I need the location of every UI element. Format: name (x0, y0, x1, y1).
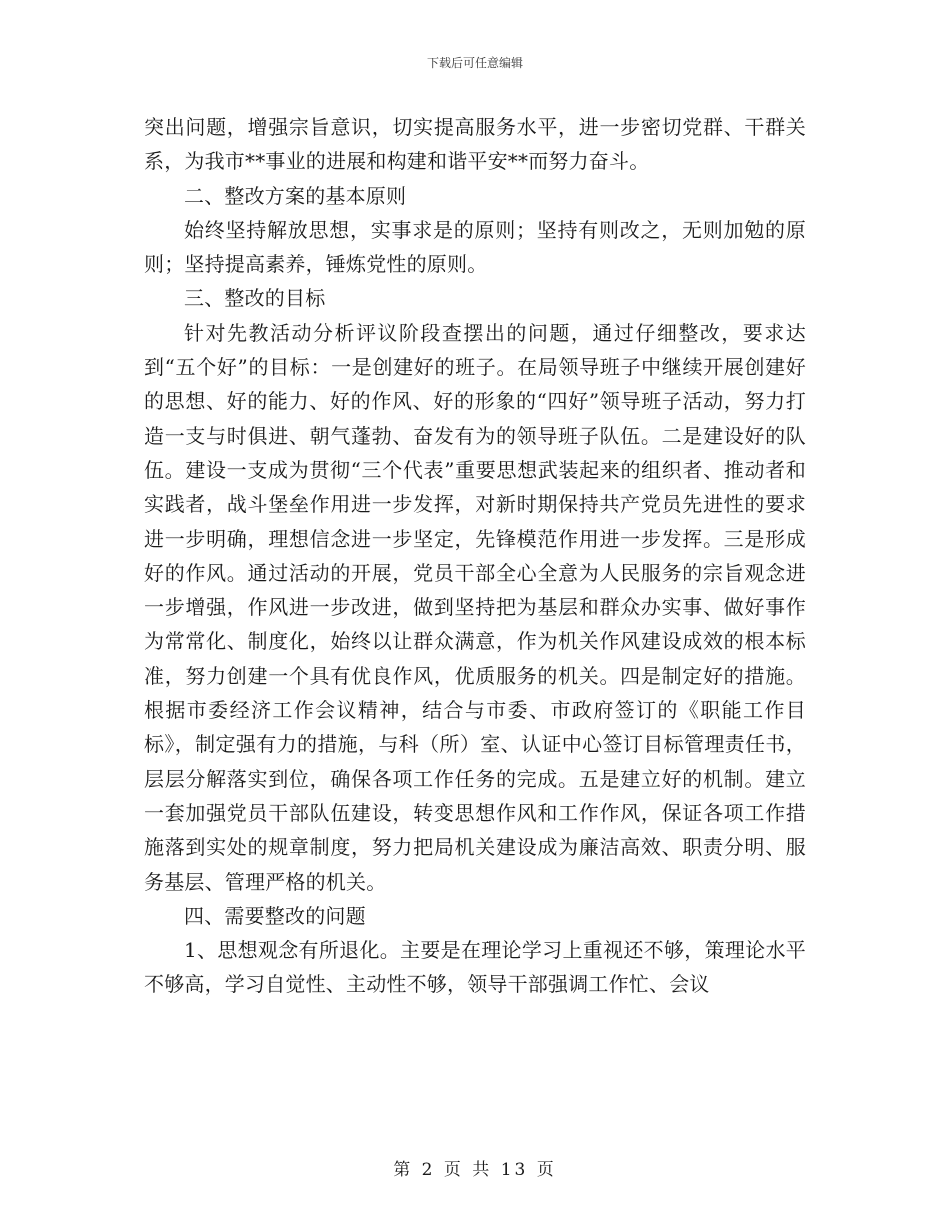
document-body (144, 110, 806, 1002)
page-number: 第 2 页 共 13 页 (393, 1160, 557, 1180)
header-note: 下载后可任意编辑 (426, 56, 523, 70)
paragraph-principles: 始终坚持解放思想，实事求是的原则；坚持有则改之，无则加勉的原则；坚持提高素养，锤炼党性的原则。 (144, 217, 806, 277)
paragraph-problem-1: 1、思想观念有所退化。主要是在理论学习上重视还不够，策理论水平不够高，学习自觉性、主动性不够，领导干部强调工作忙、会议 (144, 938, 806, 997)
section-heading-principles: 二、整改方案的基本原则 (184, 183, 407, 208)
section-heading-problems: 四、需要整改的问题 (184, 903, 366, 928)
paragraph-goals: 针对先教活动分析评议阶段查摆出的问题，通过仔细整改，要求达到“五个好”的目标：一是创建好的班子。在局领导班子中继续开展创建好的思想、好的能力、好的作风、好的形象的“四好”领导班子活动，努力打造一支与时俱进、朝气蓬勃、奋发有为的领导班子队伍。二是建设好的队伍。建设一支成为贯彻“三个代表”重要思想武装起来的组织者、推动者和实践者，战斗堡垒作用进一步发挥，对新时期保持共产党员先进性的要求进一步明确，理想信念进一步坚定，先锋模范作用进一步发挥。三是形成好的作风。通过活动的开展，党员干部全心全意为人民服务的宗旨观念进一步增强，作风进一步改进，做到坚持把为基层和群众办实事、做好事作为常常化、制度化，始终以让群众满意，作为机关作风建设成效的根本标准，努力创建一个具有优良作风，优质服务的机关。四是制定好的措施。根据市委经济工作会议精神，结合与市委、市政府签订的《职能工作目标》，制定强有力的措施，与科（所）室、认证中心签订目标管理责任书，层层分解落实到位，确保各项工作任务的完成。五是建立好的机制。建立一套加强党员干部队伍建设，转变思想作风和工作作风，保证各项工作措施落到实处的规章制度，努力把局机关建设成为廉洁高效、职责分明、服务基层、管理严格的机关。 (144, 320, 806, 894)
section-heading-goals: 三、整改的目标 (184, 286, 326, 311)
paragraph-continuation: 突出问题，增强宗旨意识，切实提高服务水平，进一步密切党群、干群关系，为我市**事业的进展和构建和谐平安**而努力奋斗。 (144, 115, 806, 174)
